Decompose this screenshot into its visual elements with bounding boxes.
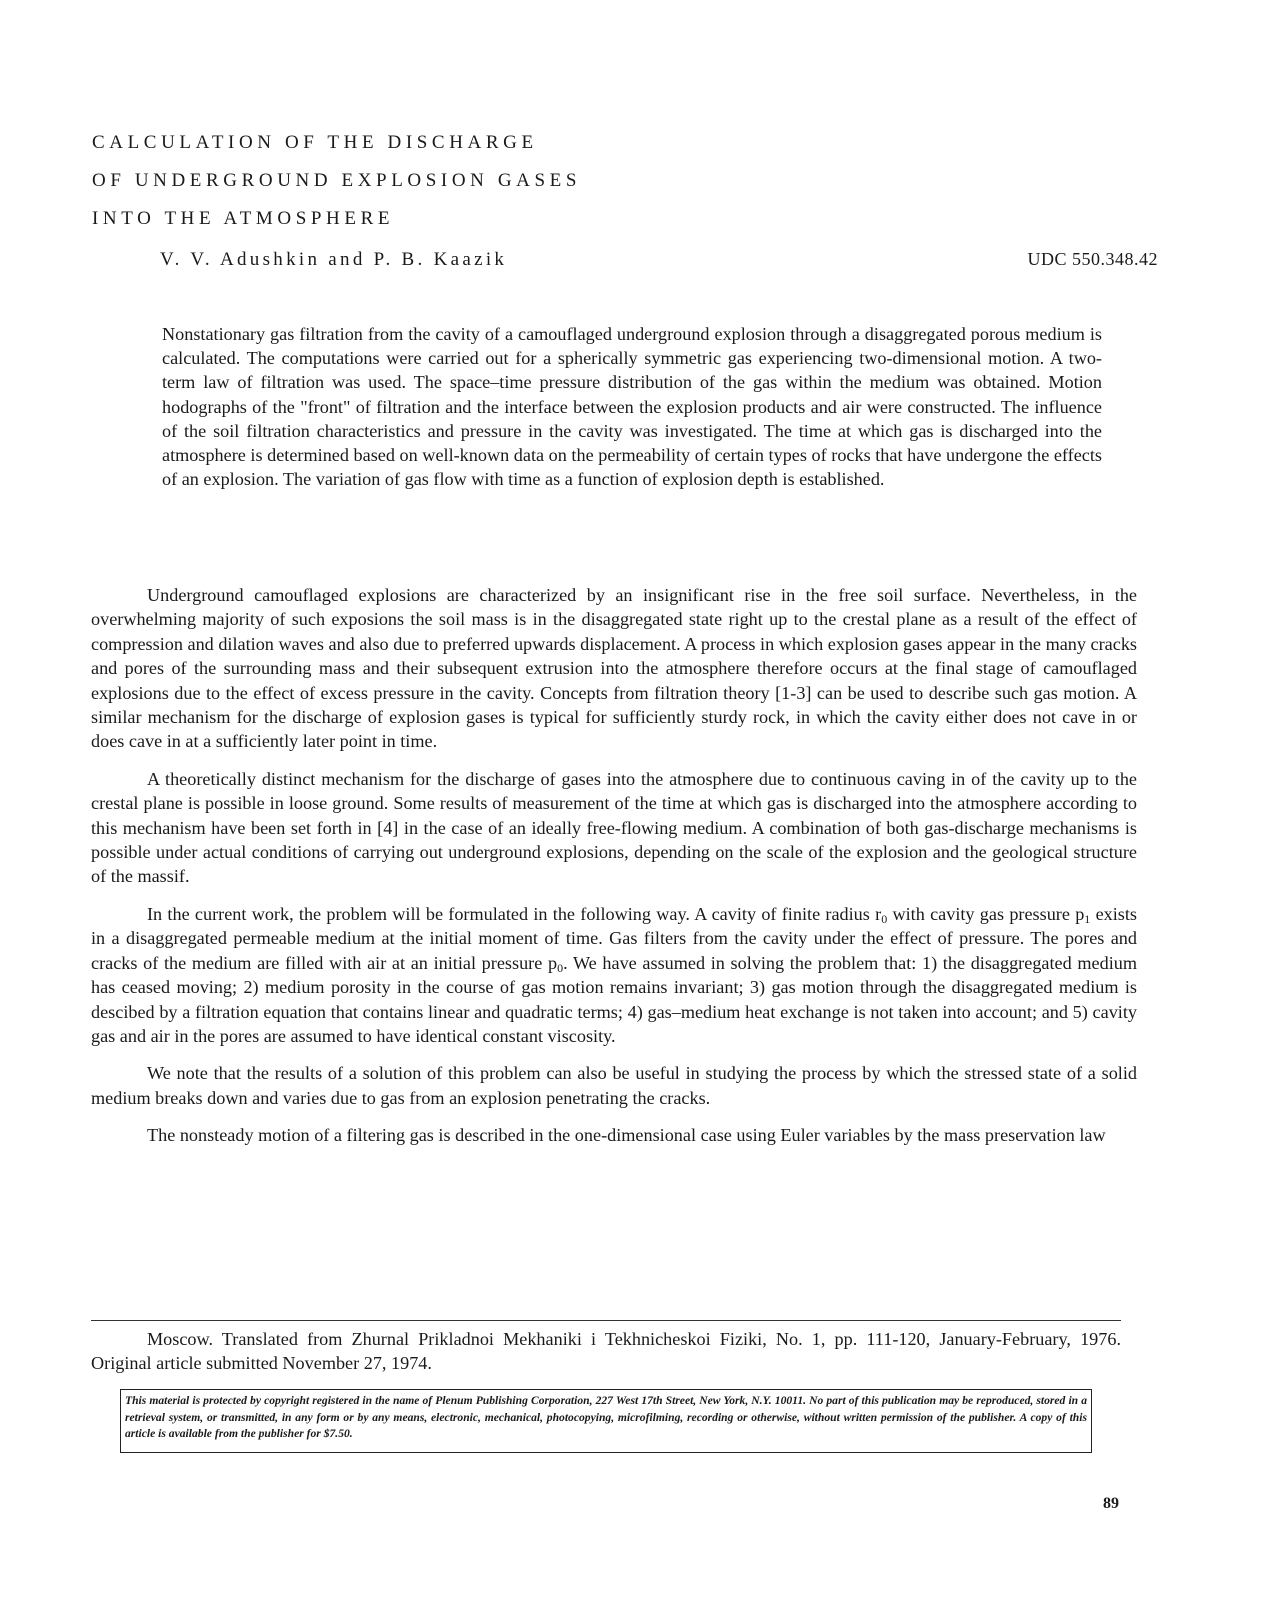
paragraph-3-part-c: exists in a disaggregated permeable medium at the initial moment of time. Gas filters from the cavity under the effect of pressure. The pores and cracks of the medium are filled with air at an initial pressure p (91, 903, 1138, 973)
title-line-3: INTO THE ATMOSPHERE (92, 208, 395, 229)
footnote-divider (91, 1320, 1121, 1321)
title-line-2: OF UNDERGROUND EXPLOSION GASES (92, 170, 581, 191)
paragraph-2: A theoretically distinct mechanism for the discharge of gases into the atmosphere due to continuous caving in of the cavity up to the crestal plane is possible in loose ground. Some results of measurement of the time at which gas is discharged into the atmosphere according to this mechanism have been set forth in [4] in the case of an ideally free-flowing medium. A combination of both gas-discharge mechanisms is possible under actual conditions of carrying out underground explosions, depending on the scale of the explosion and the geological structure of the massif. (91, 768, 1137, 887)
footnote: Moscow. Translated from Zhurnal Prikladnoi Mekhaniki i Tekhnicheskoi Fiziki, No. 1, pp. 111-120, January-February, 1976. Original article submitted November 27, 1974. (91, 1329, 1121, 1373)
subscript-p0: 0 (557, 960, 564, 975)
udc-code: UDC 550.348.42 (1027, 249, 1158, 269)
paragraph-5: The nonsteady motion of a filtering gas is described in the one-dimensional case using Euler variables by the mass preservation law (147, 1125, 1106, 1146)
authors: V. V. Adushkin and P. B. Kaazik (160, 249, 508, 270)
paragraph-3-part-b: with cavity gas pressure p (887, 903, 1085, 924)
paragraph-3 (91, 902, 1137, 1048)
copyright-notice: This material is protected by copyright registered in the name of Plenum Publishing Corporation, 227 West 17th Street, New York, N.Y. 10011. No part of this publication may be reproduced, stored in a retrieval system, or transmitted, in any form or by any means, electronic, mechanical, photocopying, microfilming, recording or otherwise, without written permission of the publisher. A copy of this article is available from the publisher for $7.50. (120, 1389, 1092, 1453)
article-body (91, 583, 1137, 1161)
paragraph-3-part-a: In the current work, the problem will be formulated in the following way. A cavity of finite radius r (147, 903, 882, 924)
paragraph-1: Underground camouflaged explosions are characterized by an insignificant rise in the free soil surface. Nevertheless, in the overwhelming majority of such exposions the soil mass is in the disaggregated state right up to the crestal plane as a result of the effect of compression and dilation waves and also due to preferred upwards displacement. A process in which explosion gases appear in the many cracks and pores of the surrounding mass and their subsequent extrusion into the atmosphere therefore occurs at the final stage of camouflaged explosions due to the effect of excess pressure in the cavity. Concepts from filtration theory [1-3] can be used to describe such gas motion. A similar mechanism for the discharge of explosion gases is typical for sufficiently sturdy rock, in which the cavity either does not cave in or does cave in at a sufficiently later point in time. (91, 585, 1137, 752)
subscript-r0: 0 (881, 911, 888, 926)
paragraph-3-part-d: . We have assumed in solving the problem that: 1) the disaggregated medium has ceased moving; 2) medium porosity in the course of gas motion remains invariant; 3) gas motion through the disaggregated medium is descibed by a filtration equation that contains linear and quadratic terms; 4) gas–medium heat exchange is not taken into account; and 5) cavity gas and air in the pores are assumed to have identical constant viscosity. (91, 952, 1137, 1046)
title-line-1: CALCULATION OF THE DISCHARGE (92, 132, 538, 153)
subscript-p1: 1 (1084, 911, 1091, 926)
abstract: Nonstationary gas filtration from the cavity of a camouflaged underground explosion through a disaggregated porous medium is calculated. The computations were carried out for a spherically symmetric gas experiencing two-dimensional motion. A two-term law of filtration was used. The space–time pressure distribution of the gas within the medium was obtained. Motion hodographs of the "front" of filtration and the interface between the explosion products and air were constructed. The influence of the soil filtration characteristics and pressure in the cavity was investigated. The time at which gas is discharged into the atmosphere is determined based on well-known data on the permeability of certain types of rocks that have undergone the effects of an explosion. The variation of gas flow with time as a function of explosion depth is established. (162, 324, 1102, 490)
article-title (92, 124, 581, 238)
page-number: 89 (1103, 1495, 1119, 1512)
paragraph-4: We note that the results of a solution of this problem can also be useful in studying the process by which the stressed state of a solid medium breaks down and varies due to gas from an explosion penetrating the cracks. (91, 1063, 1137, 1108)
